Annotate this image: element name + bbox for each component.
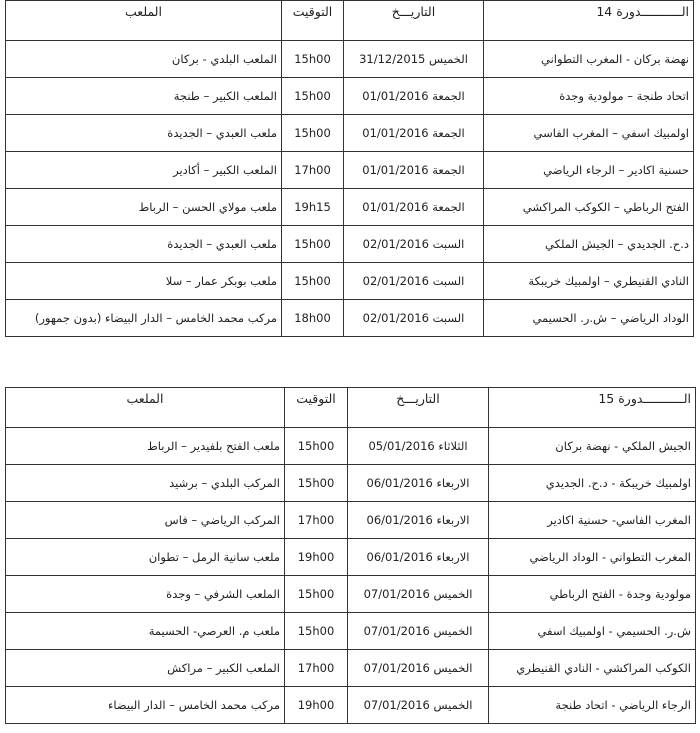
date-text: 01/01/2016	[362, 163, 429, 177]
time-cell: 15h00	[282, 115, 344, 152]
day-text: السبت	[432, 311, 465, 325]
match-row	[6, 41, 694, 78]
date-text: 31/12/2015	[359, 52, 426, 66]
date-cell	[348, 428, 489, 465]
date-cell	[344, 300, 484, 337]
date-text: 06/01/2016	[366, 476, 433, 490]
date-text: 07/01/2016	[363, 698, 430, 712]
time-header: التوقيت	[282, 1, 344, 41]
venue-cell: الملعب البلدي - بركان	[6, 41, 282, 78]
match-cell: اتحاد طنجة – مولودية وجدة	[484, 78, 694, 115]
date-cell	[348, 539, 489, 576]
day-text: الجمعة	[432, 163, 465, 177]
date-text: 07/01/2016	[363, 587, 430, 601]
date-cell	[344, 78, 484, 115]
day-text: الاربعاء	[436, 476, 470, 490]
date-header: التاريـــخ	[344, 1, 484, 41]
day-text: السبت	[432, 237, 465, 251]
round-15-header-row	[6, 388, 696, 428]
date-text: 02/01/2016	[362, 274, 429, 288]
time-cell: 15h00	[285, 465, 348, 502]
time-cell: 17h00	[285, 502, 348, 539]
date-text: 07/01/2016	[363, 661, 430, 675]
match-cell: ش.ر. الحسيمي - اولمبيك اسفي	[489, 613, 696, 650]
date-header: التاريـــخ	[348, 388, 489, 428]
venue-cell: الملعب الكبير – مراكش	[6, 650, 285, 687]
match-cell: النادي القنيطري – اولمبيك خريبكة	[484, 263, 694, 300]
time-cell: 15h00	[282, 78, 344, 115]
venue-cell: الملعب الكبير – طنجة	[6, 78, 282, 115]
match-cell: الكوكب المراكشي - النادي القنيطري	[489, 650, 696, 687]
match-row	[6, 613, 696, 650]
match-row	[6, 263, 694, 300]
round-14-table	[5, 0, 694, 337]
venue-cell: ملعب بوبكر عمار – سلا	[6, 263, 282, 300]
round-14-header-row	[6, 1, 694, 41]
time-cell: 18h00	[282, 300, 344, 337]
date-cell	[344, 263, 484, 300]
venue-cell: الملعب الشرفي – وجدة	[6, 576, 285, 613]
day-text: الجمعة	[432, 126, 465, 140]
date-cell	[344, 41, 484, 78]
match-cell: اولمبيك خريبكة - د.ح. الجديدي	[489, 465, 696, 502]
time-header: التوقيت	[285, 388, 348, 428]
match-cell: الرجاء الرياضي - اتحاد طنجة	[489, 687, 696, 724]
date-text: 01/01/2016	[362, 200, 429, 214]
date-cell	[348, 687, 489, 724]
match-row	[6, 78, 694, 115]
time-cell: 15h00	[285, 613, 348, 650]
time-cell: 15h00	[282, 41, 344, 78]
venue-cell: ملعب الفتح بلفيدير – الرباط	[6, 428, 285, 465]
day-text: الخميس	[433, 624, 473, 638]
date-text: 02/01/2016	[362, 311, 429, 325]
date-text: 01/01/2016	[362, 89, 429, 103]
venue-cell: المركب الرياضي – فاس	[6, 502, 285, 539]
venue-cell: مركب محمد الخامس – الدار البيضاء	[6, 687, 285, 724]
match-row	[6, 502, 696, 539]
date-text: 07/01/2016	[363, 624, 430, 638]
round-15-body	[6, 388, 696, 724]
venue-cell: المركب البلدي – برشيد	[6, 465, 285, 502]
match-cell: الفتح الرباطي – الكوكب المراكشي	[484, 189, 694, 226]
match-cell: اولمبيك اسفي – المغرب الفاسي	[484, 115, 694, 152]
match-row	[6, 226, 694, 263]
venue-cell: مركب محمد الخامس – الدار البيضاء (بدون جمهور)	[6, 300, 282, 337]
venue-cell: ملعب العبدي – الجديدة	[6, 226, 282, 263]
venue-cell: ملعب سانية الرمل – تطوان	[6, 539, 285, 576]
day-text: الجمعة	[432, 89, 465, 103]
date-cell	[348, 613, 489, 650]
time-cell: 19h00	[285, 687, 348, 724]
match-cell: مولودية وجدة - الفتح الرباطي	[489, 576, 696, 613]
round-14-body	[6, 1, 694, 337]
time-cell: 15h00	[285, 428, 348, 465]
venue-cell: ملعب مولاي الحسن – الرباط	[6, 189, 282, 226]
match-row	[6, 428, 696, 465]
day-text: الخميس	[433, 698, 473, 712]
match-row	[6, 687, 696, 724]
date-text: 06/01/2016	[366, 513, 433, 527]
match-row	[6, 539, 696, 576]
time-cell: 15h00	[282, 263, 344, 300]
match-cell: الوداد الرياضي – ش.ر. الحسيمي	[484, 300, 694, 337]
match-cell: نهضة بركان - المغرب التطواني	[484, 41, 694, 78]
round-15-table	[5, 387, 696, 724]
match-cell: حسنية اكادير – الرجاء الرياضي	[484, 152, 694, 189]
round-header-label: الـــــــــــدورة 15	[489, 388, 696, 428]
time-cell: 19h00	[285, 539, 348, 576]
match-row	[6, 300, 694, 337]
match-cell: الجيش الملكي - نهضة بركان	[489, 428, 696, 465]
venue-header: الملعب	[6, 1, 282, 41]
day-text: الثلاثاء	[438, 439, 468, 453]
match-cell: المغرب التطواني - الوداد الرياضي	[489, 539, 696, 576]
match-row	[6, 152, 694, 189]
match-row	[6, 115, 694, 152]
date-text: 05/01/2016	[368, 439, 435, 453]
date-cell	[348, 465, 489, 502]
round-header-label: الـــــــــــدورة 14	[484, 1, 694, 41]
match-cell: المغرب الفاسي- حسنية اكادير	[489, 502, 696, 539]
date-cell	[344, 189, 484, 226]
time-cell: 15h00	[285, 576, 348, 613]
date-cell	[348, 650, 489, 687]
date-cell	[348, 576, 489, 613]
match-row	[6, 650, 696, 687]
date-text: 02/01/2016	[362, 237, 429, 251]
venue-cell: الملعب الكبير – أكادير	[6, 152, 282, 189]
day-text: الاربعاء	[436, 513, 470, 527]
time-cell: 17h00	[285, 650, 348, 687]
match-row	[6, 189, 694, 226]
match-row	[6, 465, 696, 502]
date-cell	[344, 152, 484, 189]
day-text: الجمعة	[432, 200, 465, 214]
match-cell: د.ح. الجديدي – الجيش الملكي	[484, 226, 694, 263]
day-text: الخميس	[429, 52, 468, 66]
day-text: الخميس	[433, 661, 473, 675]
date-cell	[348, 502, 489, 539]
venue-cell: ملعب م. العرصي- الحسيمة	[6, 613, 285, 650]
time-cell: 15h00	[282, 226, 344, 263]
date-text: 06/01/2016	[366, 550, 433, 564]
venue-header: الملعب	[6, 388, 285, 428]
venue-cell: ملعب العبدي – الجديدة	[6, 115, 282, 152]
date-cell	[344, 226, 484, 263]
day-text: الاربعاء	[436, 550, 470, 564]
match-row	[6, 576, 696, 613]
day-text: السبت	[432, 274, 465, 288]
day-text: الخميس	[433, 587, 473, 601]
time-cell: 19h15	[282, 189, 344, 226]
date-cell	[344, 115, 484, 152]
time-cell: 17h00	[282, 152, 344, 189]
date-text: 01/01/2016	[362, 126, 429, 140]
